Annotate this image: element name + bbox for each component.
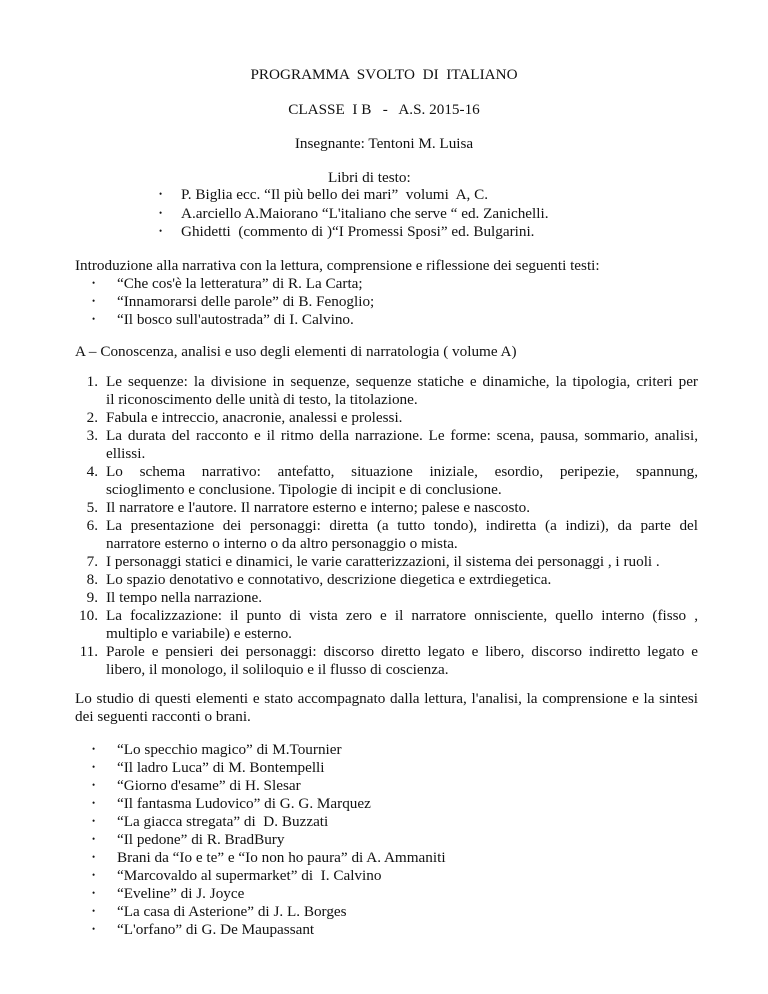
list-item-line: La presentazione dei personaggi: diretta (a tutto tondo), indiretta (a indizi), da parte del bbox=[106, 517, 698, 534]
item-number: 3. bbox=[86, 427, 98, 444]
list-item: “Eveline” di J. Joyce bbox=[117, 885, 245, 902]
bullet-icon: • bbox=[159, 226, 163, 236]
list-item-line: multiplo e variabile) e esterno. bbox=[106, 625, 292, 642]
list-item-line: Lo spazio denotativo e connotativo, descrizione diegetica e extrdiegetica. bbox=[106, 571, 552, 588]
teacher-line: Insegnante: Tentoni M. Luisa bbox=[294, 135, 474, 152]
item-number: 7. bbox=[86, 553, 98, 570]
bullet-icon: • bbox=[92, 296, 96, 306]
list-item-line: La focalizzazione: il punto di vista zero e il narratore onnisciente, quello interno (fisso , bbox=[106, 607, 698, 624]
bullet-icon: • bbox=[92, 744, 96, 754]
bullet-icon: • bbox=[92, 924, 96, 934]
list-item: Brani da “Io e te” e “Io non ho paura” di A. Ammaniti bbox=[117, 849, 446, 866]
list-item: Ghidetti (commento di )“I Promessi Sposi” ed. Bulgarini. bbox=[181, 223, 535, 240]
bullet-icon: • bbox=[92, 906, 96, 916]
item-number: 4. bbox=[86, 463, 98, 480]
document-title: PROGRAMMA SVOLTO DI ITALIANO bbox=[250, 66, 518, 83]
list-item: “Che cos'è la letteratura” di R. La Carta; bbox=[117, 275, 363, 292]
list-item-line: ellissi. bbox=[106, 445, 146, 462]
item-number: 2. bbox=[86, 409, 98, 426]
item-number: 1. bbox=[86, 373, 98, 390]
item-number: 10. bbox=[79, 607, 98, 624]
section-a-heading: A – Conoscenza, analisi e uso degli elementi di narratologia ( volume A) bbox=[75, 343, 517, 360]
list-item: “L'orfano” di G. De Maupassant bbox=[117, 921, 315, 938]
list-item: P. Biglia ecc. “Il più bello dei mari” volumi A, C. bbox=[181, 186, 489, 203]
list-item-line: narratore esterno o interno o da altro personaggio o mista. bbox=[106, 535, 458, 552]
list-item: “Marcovaldo al supermarket” di I. Calvino bbox=[117, 867, 382, 884]
list-item-line: libero, il monologo, il soliloquio e il flusso di coscienza. bbox=[106, 661, 449, 678]
bullet-icon: • bbox=[92, 888, 96, 898]
bullet-icon: • bbox=[92, 816, 96, 826]
bullet-icon: • bbox=[92, 852, 96, 862]
list-item: “La giacca stregata” di D. Buzzati bbox=[117, 813, 329, 830]
list-item: “Giorno d'esame” di H. Slesar bbox=[117, 777, 301, 794]
list-item: “Lo specchio magico” di M.Tournier bbox=[117, 741, 342, 758]
bullet-icon: • bbox=[159, 189, 163, 199]
list-item-line: Le sequenze: la divisione in sequenze, sequenze statiche e dinamiche, la tipologia, criteri per bbox=[106, 373, 698, 390]
study-paragraph-line: Lo studio di questi elementi e stato accompagnato dalla lettura, l'analisi, la comprensione e la sintesi bbox=[75, 690, 698, 707]
item-number: 11. bbox=[79, 643, 98, 660]
textbooks-label: Libri di testo: bbox=[328, 169, 411, 186]
list-item-line: Fabula e intreccio, anacronie, analessi e prolessi. bbox=[106, 409, 403, 426]
class-line: CLASSE I B - A.S. 2015-16 bbox=[288, 101, 480, 118]
bullet-icon: • bbox=[92, 780, 96, 790]
study-paragraph-line: dei seguenti racconti o brani. bbox=[75, 708, 251, 725]
list-item: “Il pedone” di R. BradBury bbox=[117, 831, 285, 848]
list-item: “Il ladro Luca” di M. Bontempelli bbox=[117, 759, 325, 776]
list-item: A.arciello A.Maiorano “L'italiano che serve “ ed. Zanichelli. bbox=[181, 205, 549, 222]
item-number: 5. bbox=[86, 499, 98, 516]
list-item-line: Parole e pensieri dei personaggi: discorso diretto legato e libero, discorso indiretto legato e bbox=[106, 643, 698, 660]
list-item-line: I personaggi statici e dinamici, le varie caratterizzazioni, il sistema dei personaggi , i ruoli . bbox=[106, 553, 660, 570]
list-item-line: il riconoscimento delle unità di testo, la titolazione. bbox=[106, 391, 418, 408]
list-item: “La casa di Asterione” di J. L. Borges bbox=[117, 903, 347, 920]
list-item-line: Il narratore e l'autore. Il narratore esterno e interno; palese e nascosto. bbox=[106, 499, 530, 516]
list-item-line: Lo schema narrativo: antefatto, situazione iniziale, esordio, peripezie, spannung, bbox=[106, 463, 698, 480]
bullet-icon: • bbox=[92, 870, 96, 880]
item-number: 9. bbox=[86, 589, 98, 606]
list-item-line: La durata del racconto e il ritmo della narrazione. Le forme: scena, pausa, sommario, analisi, bbox=[106, 427, 698, 444]
bullet-icon: • bbox=[92, 278, 96, 288]
list-item: “Innamorarsi delle parole” di B. Fenoglio; bbox=[117, 293, 375, 310]
bullet-icon: • bbox=[92, 798, 96, 808]
bullet-icon: • bbox=[92, 762, 96, 772]
list-item-line: scioglimento e conclusione. Tipologie di incipit e di conclusione. bbox=[106, 481, 502, 498]
item-number: 6. bbox=[86, 517, 98, 534]
list-item: “Il fantasma Ludovico” di G. G. Marquez bbox=[117, 795, 371, 812]
bullet-icon: • bbox=[92, 834, 96, 844]
item-number: 8. bbox=[86, 571, 98, 588]
bullet-icon: • bbox=[92, 314, 96, 324]
bullet-icon: • bbox=[159, 208, 163, 218]
list-item: “Il bosco sull'autostrada” di I. Calvino. bbox=[117, 311, 354, 328]
list-item-line: Il tempo nella narrazione. bbox=[106, 589, 263, 606]
intro-paragraph: Introduzione alla narrativa con la lettura, comprensione e riflessione dei seguenti testi: bbox=[75, 257, 600, 274]
